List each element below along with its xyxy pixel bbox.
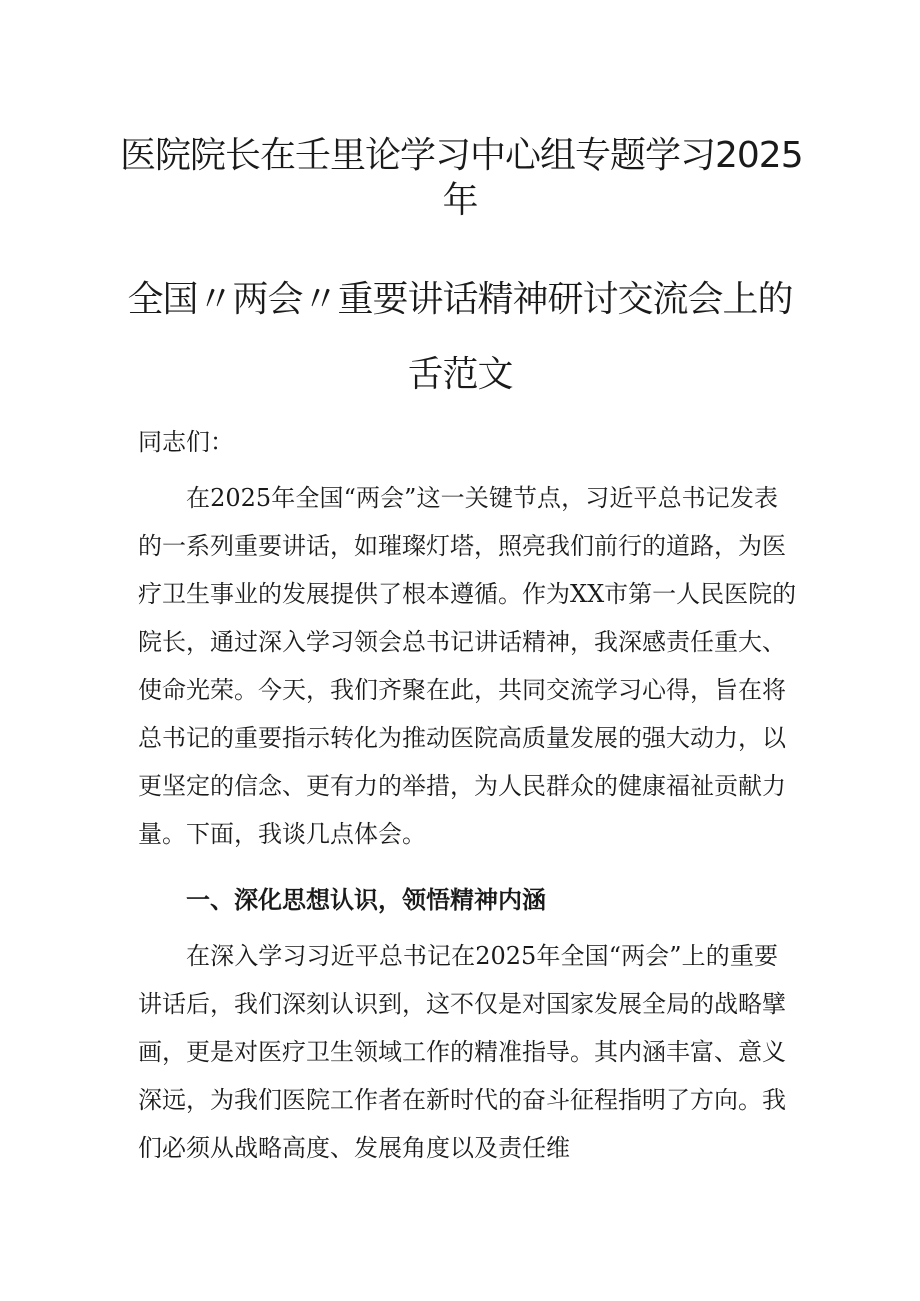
paragraph-2-line: 们必须从战略高度、发展角度以及责任维	[138, 1134, 570, 1162]
paragraph-2-line: 画，更是对医疗卫生领域工作的精准指导。其内涵丰富、意义	[138, 1038, 786, 1066]
paragraph-2-line: 深远，为我们医院工作者在新时代的奋斗征程指明了方向。我	[138, 1086, 786, 1114]
paragraph-1-line: 总书记的重要指示转化为推动医院高质量发展的强大动力，以	[138, 724, 786, 752]
title-line-3: 全国〃两会〃重要讲话精神研讨交流会上的	[127, 279, 793, 320]
salutation: 同志们：	[138, 428, 234, 456]
paragraph-2-line: 讲话后，我们深刻认识到，这不仅是对国家发展全局的战略擘	[138, 990, 786, 1018]
title-line-1: 医院院长在壬里论学习中心组专题学习2025	[120, 135, 803, 176]
paragraph-1-line: 更坚定的信念、更有力的举措，为人民群众的健康福祉贡献力	[138, 772, 786, 800]
title-line-2: 年	[442, 180, 478, 221]
title-line-4: 舌范文	[407, 354, 513, 395]
paragraph-1-line: 量。下面，我谈几点体会。	[138, 820, 426, 848]
section-1-heading: 一、深化思想认识，领悟精神内涵	[186, 886, 546, 914]
paragraph-1-line: 疗卫生事业的发展提供了根本遵循。作为XX市第一人民医院的	[138, 580, 797, 608]
paragraph-1-line: 使命光荣。今天，我们齐聚在此，共同交流学习心得，旨在将	[138, 676, 786, 704]
paragraph-1-line: 在2025年全国“两会”这一关键节点，习近平总书记发表	[186, 484, 778, 512]
paragraph-2-line: 在深入学习习近平总书记在2025年全国“两会”上的重要	[186, 942, 778, 970]
paragraph-1-line: 院长，通过深入学习领会总书记讲话精神，我深感责任重大、	[138, 628, 786, 656]
paragraph-1-line: 的一系列重要讲话，如璀璨灯塔，照亮我们前行的道路，为医	[138, 532, 786, 560]
